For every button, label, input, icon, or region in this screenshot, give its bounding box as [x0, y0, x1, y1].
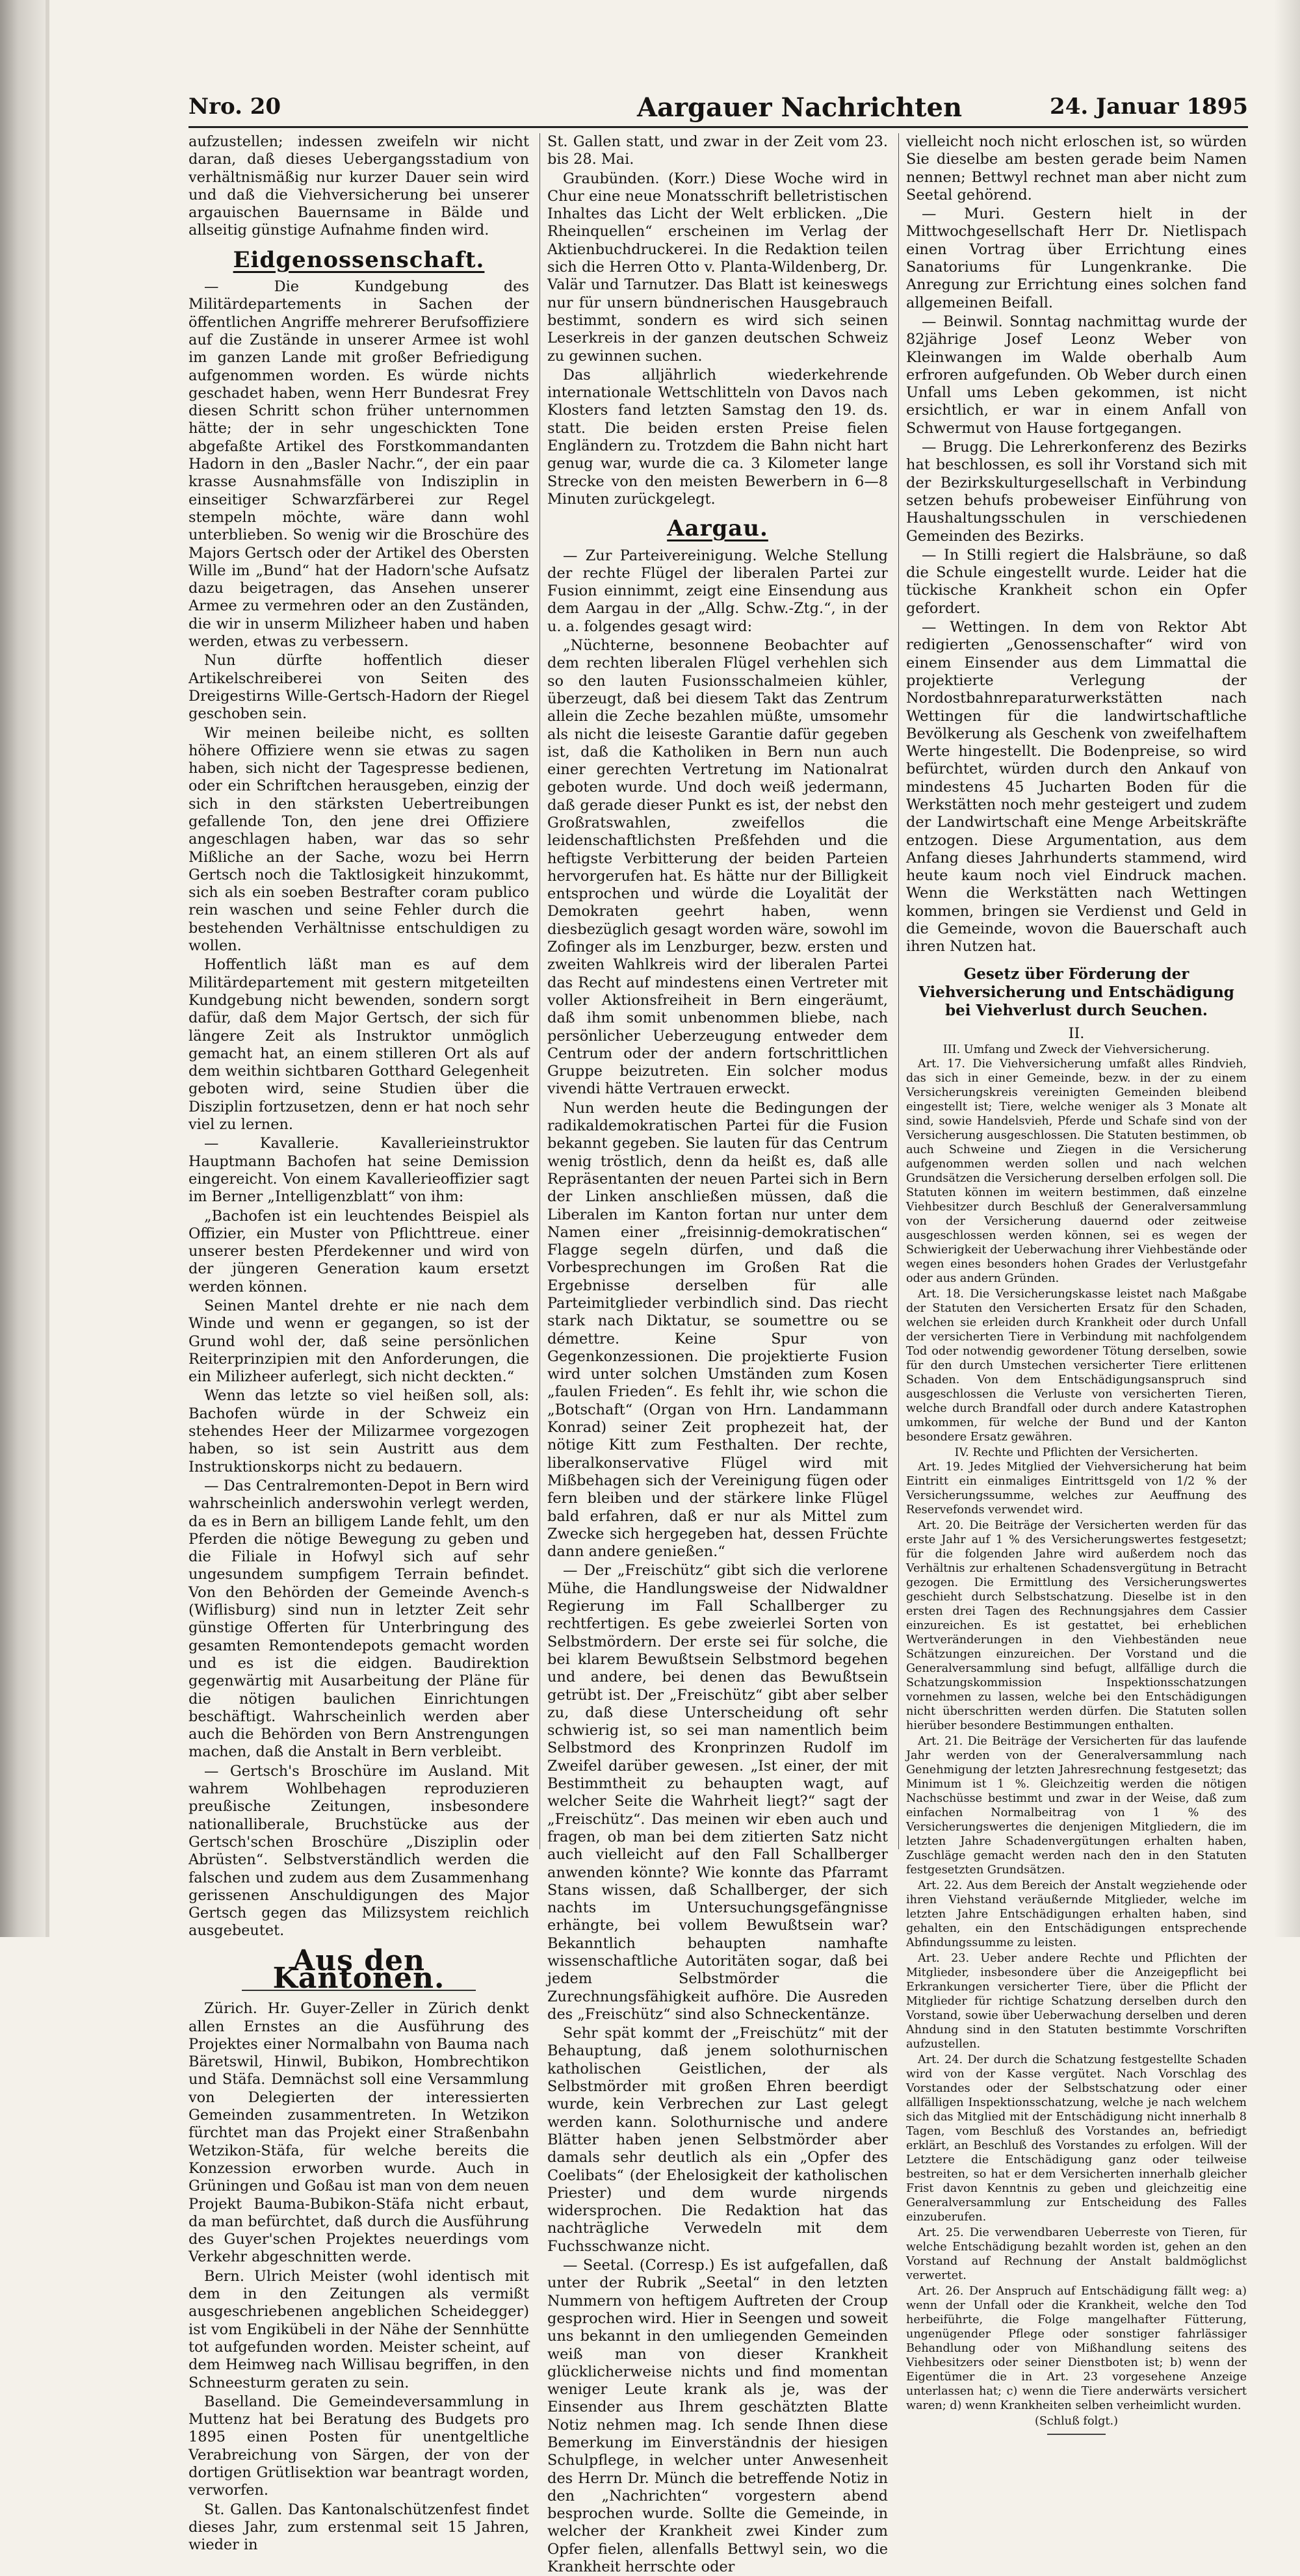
article-paragraph: — Zur Parteivereinigung. Welche Stellung der rechte Flügel der liberalen Partei zur Fusion einnimmt, zeigt eine Einsendung aus dem Aargau in der „Allg. Schw.-Ztg.“, in der u. a. folgendes gesagt wird:	[547, 547, 888, 635]
law-article: Art. 21. Die Beiträge der Versicherten für das laufende Jahr werden von der Generalversammlung nach Genehmigung der letzten Jahresrechnung festgesetzt; das Minimum ist 1 %. Gleichzeitig werden die nötigen Nachschüsse bestimmt und zwar in der Weise, daß zum einfachen Normalbeitrag von 1 % des Versicherungswertes die denjenigen Mitgliedern, die im letzten Jahre Schadenvergütungen erhalten haben, Zuschläge gemacht werden nach den in den Statuten festgesetzten Grundsätzen.	[906, 1734, 1247, 1877]
article-paragraph: — Der „Freischütz“ gibt sich die verlorene Mühe, die Handlungsweise der Nidwaldner Regierung im Fall Schallberger zu rechtfertigen. Es gebe zweierlei Sorten von Selbstmördern. Der erste sei für solche, die bei klarem Bewußtsein Selbstmord begehen und andere, bei denen das Bewußtsein getrübt ist. Der „Freischütz“ gibt aber selber zu, daß diese Unterscheidung oft sehr schwierig ist, so sei man namentlich beim Selbstmord des Kronprinzen Rudolf im Zweifel darüber gewesen. „Ist einer, der mit Bestimmtheit zu behaupten wagt, auf welcher Seite die Wahrheit liegt?“ sagt der „Freischütz“. Das meinen wir eben auch und fragen, ob man bei dem zitierten Satz nicht auch vielleicht auf den Fall Schallberger anwenden könnte? Wie konnte das Pfarramt Stans wissen, daß Schallberger, der sich nachts im Untersuchungsgefängnisse erhängte, bei vollem Bewußtsein war? Bekanntlich behaupten namhafte wissenschaftliche Autoritäten sogar, daß bei jedem Selbstmörder die Zurechnungsfähigkeit aufhöre. Die Ausreden des „Freischütz“ sind also Schneckentänze.	[547, 1562, 888, 2023]
article-paragraph: Graubünden. (Korr.) Diese Woche wird in Chur eine neue Monatsschrift belletristischen Inhaltes das Licht der Welt erblicken. „Die Rheinquellen“ erscheinen im Verlag der Aktienbuchdruckerei. In die Redaktion teilen sich die Herren Otto v. Planta-Wildenberg, Dr. Valär und Tarnutzer. Das Blatt ist keineswegs nur für unsern bündnerischen Hausgebrauch bestimmt, sondern es wird sich seinen Leserkreis in der ganzen deutschen Schweiz zu gewinnen suchen.	[547, 170, 888, 365]
article-paragraph: — Wettingen. In dem von Rektor Abt redigierten „Genossenschafter“ wird von einem Einsender aus dem Limmattal die projektierte Verlegung der Nordostbahnreparaturwerkstätten nach Wettingen für die landwirtschaftliche Bevölkerung als Geschenk von zweifelhaftem Werte hingestellt. Die Bodenpreise, so wird befürchtet, würden durch den Ankauf von mindestens 45 Jucharten Boden für die Werkstätten noch mehr gesteigert und zudem der Landwirtschaft eine Menge Arbeitskräfte entzogen. Diese Argumentation, aus dem Anfang dieses Jahrhunderts stammend, wird heute kaum noch viel Eindruck machen. Wenn die Werkstätten nach Wettingen kommen, bringen sie Verdienst und Geld in die Gemeinde, wovon die Bauerschaft auch ihren Nutzen hat.	[906, 619, 1247, 956]
column-2	[547, 133, 888, 2576]
article-paragraph: Bern. Ulrich Meister (wohl identisch mit dem in den Zeitungen als vermißt ausgeschriebenen angeblichen Scheidegger) ist vom Engikübeli in der Nähe der Sennhütte tot aufgefunden worden. Meister scheint, auf dem Heimweg nach Willisau begriffen, in den Schneesturm geraten zu sein.	[188, 2267, 529, 2391]
newspaper-title: Aargauer Nachrichten	[637, 92, 963, 123]
article-paragraph: Das alljährlich wiederkehrende internationale Wettschlitteln von Davos nach Klosters fand letzten Samstag den 19. ds. statt. Die beiden ersten Preise fielen Engländern zu. Trotzdem die Bahn nicht hart genug war, wurde die ca. 3 Kilometer lange Strecke von den meisten Bewerbern in 6—8 Minuten zurückgelegt.	[547, 366, 888, 508]
section-heading: Aus den Kantonen.	[242, 1952, 476, 1992]
article-paragraph: — Gertsch's Broschüre im Ausland. Mit wahrem Wohlbehagen reproduzieren preußische Zeitungen, insbesondere nationalliberale, Bruchstücke aus der Gertsch'schen Broschüre „Disziplin oder Abrüsten“. Selbstverständlich werden die falschen und zudem aus dem Zusammenhang gerissenen Anschuldigungen des Major Gertsch gegen das Milizsystem reichlich ausgebeutet.	[188, 1762, 529, 1940]
law-title: Gesetz über Förderung der Viehversicherung und Entschädigung bei Viehverlust durch Seuchen.	[918, 965, 1234, 1019]
article-paragraph: Wenn das letzte so viel heißen soll, als: Bachofen würde in der Schweiz ein stehendes Heer der Milizarmee vorgezogen haben, so ist sein Austritt aus dem Instruktionskorps nicht zu bedauern.	[188, 1387, 529, 1476]
closing-rule	[1047, 2434, 1106, 2435]
section-heading: Eidgenossenschaft.	[233, 246, 485, 273]
law-part-number: II.	[1068, 1024, 1085, 1042]
article-paragraph: St. Gallen statt, und zwar in der Zeit vom 23. bis 28. Mai.	[547, 133, 888, 168]
law-subsection-heading: III. Umfang und Zweck der Viehversicherung.	[942, 1043, 1210, 1056]
law-article: Art. 22. Aus dem Bereich der Anstalt wegziehende oder ihren Viehstand veräußernde Mitglieder, welche im letzten Jahre Entschädigungen erhalten haben, sind gehalten, ein den Entschädigungen entsprechende Abfindungssumme zu leisten.	[906, 1879, 1247, 1949]
scan-left-edge	[0, 0, 46, 1937]
article-paragraph: Wir meinen beileibe nicht, es sollten höhere Offiziere wenn sie etwas zu sagen haben, sich nicht der Tagespresse bedienen, oder ein Schriftchen herausgeben, einzig der sich in den stärksten Uebertreibungen gefallende Ton, den jene drei Offiziere angeschlagen haben, war das so sehr Mißliche an der Sache, wozu bei Herrn Gertsch noch die Taktlosigkeit hinzukommt, sich als ein soeben Bestrafter coram publico rein waschen und seine Fehler durch die bestehenden Verhältnisse entschuldigen zu wollen.	[188, 724, 529, 955]
article-paragraph: — Muri. Gestern hielt in der Mittwochgesellschaft Herr Dr. Nietlispach einen Vortrag über Errichtung eines Sanatoriums für Lungenkranke. Die Anregung zur Errichtung eines solchen fand allgemeinen Beifall.	[906, 205, 1247, 311]
article-paragraph: St. Gallen. Das Kantonalschützenfest findet dieses Jahr, zum erstenmal seit 15 Jahren, wieder in	[188, 2501, 529, 2554]
law-article: Art. 17. Die Viehversicherung umfaßt alles Rindvieh, das sich in einer Gemeinde, bezw. in der zu einem Versicherungskreis vereinigten Gemeinden bleibend eingestellt ist; Tiere, welche weniger als 3 Monate alt sind, sowie Handelsvieh, Pferde und Schafe sind von der Versicherung ausgeschlossen. Die Statuten bestimmen, ob auch Schweine und Ziegen in die Versicherung aufgenommen werden sollen und nach welchen Grundsätzen die Versicherung derselben erfolgen soll. Die Statuten können im weitern bestimmen, daß einzelne Viehbesitzer durch Beschluß der Generalversammlung von der Versicherung dauernd oder zeitweise ausgeschlossen werden können, sei es wegen der Schwierigkeit der Ueberwachung ihrer Viehbestände oder wegen eines besonders hohen Grades der Verlustgefahr oder aus andern Gründen.	[906, 1057, 1247, 1285]
law-article: Art. 24. Der durch die Schatzung festgestellte Schaden wird von der Kasse vergütet. Nach Vorschlag des Vorstandes oder der Selbstschatzung oder einer allfälligen Inspektionsschatzung, welche je nach welchem sich das Mitglied mit der Entschädigung nicht innerhalb 8 Tagen, vom Beschluß des Vorstandes an, befriedigt erklärt, an Beschluß des Vorstandes zu erfolgen. Will der Letztere die Entschädigung ganz oder teilweise bestreiten, so hat er dem Versicherten innerhalb gleicher Frist davon Kenntnis zu geben und gleichzeitig eine Generalversammlung zur Entscheidung des Falles einzuberufen.	[906, 2053, 1247, 2224]
article-paragraph: „Nüchterne, besonnene Beobachter auf dem rechten liberalen Flügel verhehlen sich so den lauten Fusionsschalmeien kühler, überzeugt, daß bei diesem Takt das Zentrum allein die Zeche bezahlen müßte, umsomehr als nicht die leiseste Garantie dafür gegeben ist, daß die Katholiken in Bern nun auch einer gerechten Vertretung im Nationalrat geboten wurde. Und doch weiß jedermann, daß gerade dieser Punkt es ist, der nebst den Großratswahlen, zweifellos die leidenschaftlichsten Preßfehden und die heftigste Verbitterung der beiden Parteien hervorgerufen hat. Es hätte nur der Billigkeit entsprochen und würde die Loyalität der Demokraten geehrt haben, wenn diesbezüglich gesagt worden wäre, sowohl im Zofinger als im Lenzburger, bezw. ersten und zweiten Wahlkreis wird der liberalen Partei das Recht auf mindestens einen Vertreter mit voller Aktionsfreiheit in Bern eingeräumt, daß ihm somit unbenommen bliebe, nach persönlicher Ueberzeugung entweder dem Centrum oder der andern fortschrittlichen Gruppe beizutreten. Ein solcher modus vivendi hätte Vertrauen erweckt.	[547, 637, 888, 1098]
article-paragraph: — Kavallerie. Kavallerieinstruktor Hauptmann Bachofen hat seine Demission eingereicht. Von einem Kavallerieoffizier sagt im Berner „Intelligenzblatt“ von ihm:	[188, 1135, 529, 1206]
masthead-rule	[188, 126, 1248, 128]
continued-note: (Schluß folgt.)	[1035, 2414, 1118, 2428]
issue-date: 24. Januar 1895	[1050, 94, 1248, 120]
column-3	[906, 133, 1247, 2428]
article-paragraph: — Seetal. (Corresp.) Es ist aufgefallen, daß unter der Rubrik „Seetal“ in den letzten Nummern von heftigem Auftreten der Croup gesprochen wird. Hier in Seengen und soweit uns bekannt in den umliegenden Gemeinden weiß man von dieser Krankheit glücklicherweise nichts und find momentan weniger Leute krank als je, was der Einsender aus Ihrem geschätzten Blatte Notiz nehmen mag. Ich sende Ihnen diese Bemerkung im Einverständnis der hiesigen Schulpflege, in welcher unter Anwesenheit des Herrn Dr. Münch die betreffende Notiz in den „Nachrichten“ vorgestern abend besprochen wurde. Sollte die Gemeinde, in welcher der Krankheit zwei Kinder zum Opfer fielen, allenfalls Bettwyl sein, wo die Krankheit herrschte oder	[547, 2257, 888, 2576]
article-paragraph: — In Stilli regiert die Halsbräune, so daß die Schule eingestellt wurde. Leider hat die tückische Krankheit schon ein Opfer gefordert.	[906, 546, 1247, 617]
article-paragraph: Sehr spät kommt der „Freischütz“ mit der Behauptung, daß jenem solothurnischen katholischen Geistlichen, der als Selbstmörder mit großen Ehren beerdigt wurde, kein Verbrechen zur Last gelegt werden kann. Solothurnische und andere Blätter haben jenen Selbstmörder aber damals sehr deutlich als ein „Opfer des Coelibats“ (der Ehelosigkeit der katholischen Priester) und dem wurde nirgends widersprochen. Die Redaktion hat das nachträgliche Verwedeln mit dem Fuchsschwanze nicht.	[547, 2025, 888, 2255]
scan-right-edge	[1274, 0, 1300, 1937]
article-paragraph: — Die Kundgebung des Militärdepartements in Sachen der öffentlichen Angriffe mehrerer Berufsoffiziere auf die Zustände in unserer Armee ist wohl im ganzen Lande mit großer Befriedigung aufgenommen worden. Es würde nichts geschadet haben, wenn Herr Bundesrat Frey diesen Schritt schon früher unternommen hätte; der in sehr ungeschickten Tone abgefaßte Artikel des Forstkommandanten Hadorn in den „Basler Nachr.“, der ein paar krasse Ausnahmsfälle von Indisziplin in einseitiger Schwarzfärberei zur Regel stempeln möchte, wäre dann wohl unterblieben. So wenig wir die Broschüre des Majors Gertsch oder der Artikel des Obersten Wille im „Bund“ hat der Hadorn'sche Aufsatz dazu beigetragen, das Ansehen unserer Armee zu vermehren oder an den Zuständen, die wir in unserm Milizheer haben und haben werden, etwas zu verbessern.	[188, 278, 529, 651]
law-article: Art. 19. Jedes Mitglied der Viehversicherung hat beim Eintritt ein einmaliges Eintrittsgeld von 1/2 % der Versicherungssumme, welches zur Aeuffnung des Reservefonds verwendet wird.	[906, 1460, 1247, 1516]
article-paragraph: — Beinwil. Sonntag nachmittag wurde der 82jährige Josef Leonz Weber von Kleinwangen im Walde oberhalb Aum erfroren aufgefunden. Ob Weber durch einen Unfall ums Leben gekommen, ist nicht ersichtlich, er war in einem Anfall von Schwermut von Hause fortgegangen.	[906, 313, 1247, 437]
article-paragraph: Zürich. Hr. Guyer-Zeller in Zürich denkt allen Ernstes an die Ausführung des Projektes einer Normalbahn von Bauma nach Bäretswil, Hinwil, Bubikon, Hombrechtikon und Stäfa. Demnächst soll eine Versammlung von Delegierten der interessierten Gemeinden zusammentreten. In Wetzikon fürchtet man das Projekt einer Straßenbahn Wetzikon-Stäfa, für welche bereits die Konzession erworben wurde. Auch in Grüningen und Goßau ist man von dem neuen Projekt Bauma-Bubikon-Stäfa nicht erbaut, da man befürchtet, daß durch die Ausführung des Guyer'schen Projektes neuerdings vom Verkehr abgeschnitten werde.	[188, 2000, 529, 2266]
column-1	[188, 133, 529, 2554]
article-paragraph: — Das Centralremonten-Depot in Bern wird wahrscheinlich anderswohin verlegt werden, da es in Bern an billigem Lande fehlt, um den Pferden die nötige Bewegung zu geben und die Filiale in Hofwyl sich auf sehr ungesundem sumpfigem Terrain befindet. Von den Behörden der Gemeinde Avench-s (Wiflisburg) sind nun in letzter Zeit sehr günstige Offerten für Unterbringung des gesamten Remontendepots gemacht worden und es ist die eidgen. Baudirektion gegenwärtig mit Ausarbeitung der Pläne für die nötigen baulichen Einrichtungen beschäftigt. Wahrscheinlich werden aber auch die Behörden von Bern Anstrengungen machen, daß die Anstalt in Bern verbleibt.	[188, 1477, 529, 1761]
law-subsection-heading: IV. Rechte und Pflichten der Versicherten.	[954, 1446, 1199, 1459]
section-heading: Aargau.	[667, 515, 768, 542]
law-article: Art. 23. Ueber andere Rechte und Pflichten der Mitglieder, insbesondere über die Anzeigepflicht bei Erkrankungen versicherter Tiere, über die Pflicht der Mitglieder für richtige Schatzung derselben durch den Vorstand, sowie über Ueberwachung derselben und deren Ahndung sind in den Statuten bestimmte Vorschriften aufzustellen.	[906, 1951, 1247, 2051]
column-separator	[898, 133, 899, 1849]
article-paragraph: Nun dürfte hoffentlich dieser Artikelschreiberei von Seiten des Dreigestirns Wille-Gertsch-Hadorn der Riegel geschoben sein.	[188, 652, 529, 723]
law-article: Art. 20. Die Beiträge der Versicherten werden für das erste Jahr auf 1 % des Versicherungswertes festgesetzt; für die folgenden Jahre wird außerdem noch das Verhältnis zur erhaltenen Schadensvergütung in Betracht gezogen. Die Ermittlung des Versicherungswertes geschieht durch Selbstschatzung. Dieselbe ist in den ersten drei Tagen des Rechnungsjahres dem Cassier einzureichen. Es ist gestattet, bei erheblichen Wertveränderungen in den Viehbeständen neue Schätzungen einzureichen. Der Vorstand und die Generalversammlung sind befugt, allfällige durch die Schatzungskommission Inspektionsschatzungen vornehmen zu lassen, welche bei den Entschädigungen nicht überschritten werden dürfen. Die Statuten sollen hierüber besondere Bestimmungen enthalten.	[906, 1518, 1247, 1732]
article-paragraph: — Brugg. Die Lehrerkonferenz des Bezirks hat beschlossen, es soll ihr Vorstand sich mit der Bezirkskulturgesellschaft in Verbindung setzen behufs probeweiser Einführung von Haushaltungsschulen in verschiedenen Gemeinden des Bezirks.	[906, 439, 1247, 545]
article-paragraph: „Bachofen ist ein leuchtendes Beispiel als Offizier, ein Muster von Pflichttreue. einer unserer besten Pferdekenner und wird von der jüngeren Generation kaum ersetzt werden können.	[188, 1207, 529, 1295]
scan-left-edge-line	[46, 0, 49, 1937]
issue-number: Nro. 20	[188, 94, 281, 120]
article-paragraph: Nun werden heute die Bedingungen der radikaldemokratischen Partei für die Fusion bekannt gegeben. Sie lauten für das Centrum wenig tröstlich, denn da heißt es, daß alle Repräsentanten der neuen Partei sich in Bern der Linken anschließen müssen, daß die Liberalen im Kanton fortan nur unter dem Namen einer „freisinnig-demokratischen“ Flagge segeln dürfen, und daß die Vorbesprechungen im Großen Rat die Ergebnisse derselben für alle Parteimitglieder verbindlich sind. Das riecht stark nach Diktatur, se soumettre ou se démettre. Keine Spur von Gegenkonzessionen. Die projektierte Fusion wird unter solchen Umständen zum Kosen „faulen Frieden“. Es fehlt ihr, wie schon die „Botschaft“ (Organ von Hrn. Landammann Konrad) seiner Zeit prophezeit hat, der nötige Kitt zum Festhalten. Der rechte, liberalkonservative Flügel wird mit Mißbehagen sich der Vereinigung fügen oder fern bleiben und der stärkere linke Flügel bald erfahren, daß er nur als Mittel zum Zwecke sich hergegeben hat, dessen Früchte dann andere genießen.“	[547, 1099, 888, 1561]
law-article: Art. 26. Der Anspruch auf Entschädigung fällt weg: a) wenn der Unfall oder die Krankheit, welche den Tod herbeiführte, die Folge mangelhafter Fütterung, ungenügender Pflege oder sonstiger fahrlässiger Behandlung oder von Mißhandlung seitens des Viehbesitzers oder seiner Dienstboten ist; b) wenn der Eigentümer die in Art. 23 vorgesehene Anzeige unterlassen hat; c) wenn die Tiere anderwärts versichert waren; d) wenn Krankheiten selben verheimlicht wurden.	[906, 2284, 1247, 2412]
law-article: Art. 18. Die Versicherungskasse leistet nach Maßgabe der Statuten den Versicherten Ersatz für den Schaden, welchen sie erleiden durch Krankheit oder durch Unfall der versicherten Tiere in Verbindung mit nachfolgendem Tod oder notwendig gewordener Tötung derselben, sowie für den durch Umstechen versicherter Tiere erlittenen Schaden. Von dem Entschädigungsanspruch sind ausgeschlossen die Verluste von versicherten Tieren, welche durch Brandfall oder durch andere Katastrophen umkommen, für welche der Bund und der Kanton besondere Ersatz gewähren.	[906, 1287, 1247, 1444]
law-article: Art. 25. Die verwendbaren Ueberreste von Tieren, für welche Entschädigung bezahlt worden ist, gehen an den Vorstand auf Rechnung der Anstalt baldmöglichst verwertet.	[906, 2226, 1247, 2282]
article-paragraph: Hoffentlich läßt man es auf dem Militärdepartement mit gestern mitgeteilten Kundgebung nicht bewenden, sondern sorgt dafür, daß dem Major Gertsch, der sich für längere Zeit als Instruktor unmöglich gemacht hat, an einem stilleren Ort als auf dem weithin sichtbaren Gotthard Gelegenheit geboten wird, seine Studien über die Disziplin fortzusetzen, denn er hat noch sehr viel zu lernen.	[188, 956, 529, 1134]
masthead	[188, 91, 1248, 124]
article-paragraph: Seinen Mantel drehte er nie nach dem Winde und wenn er gegangen, so ist der Grund wohl der, daß seine persönlichen Reiterprinzipien mit den Anforderungen, die ein Milizheer auferlegt, sich nicht deckten.“	[188, 1297, 529, 1386]
article-paragraph: vielleicht noch nicht erloschen ist, so würden Sie dieselbe am besten gerade beim Namen nennen; Bettwyl rechnet man aber nicht zum Seetal gehörend.	[906, 133, 1247, 203]
article-paragraph: aufzustellen; indessen zweifeln wir nicht daran, daß dieses Uebergangsstadium von verhältnismäßig nur kurzer Dauer sein wird und daß die Viehversicherung bei unserer argauischen Bauernsame in Bälde und allseitig günstige Aufnahme finden wird.	[188, 133, 529, 239]
article-paragraph: Baselland. Die Gemeindeversammlung in Muttenz hat bei Beratung des Budgets pro 1895 einen Posten für unentgeltliche Verabreichung von Särgen, der von der dortigen Grütlisektion war beantragt worden, verworfen.	[188, 2393, 529, 2499]
